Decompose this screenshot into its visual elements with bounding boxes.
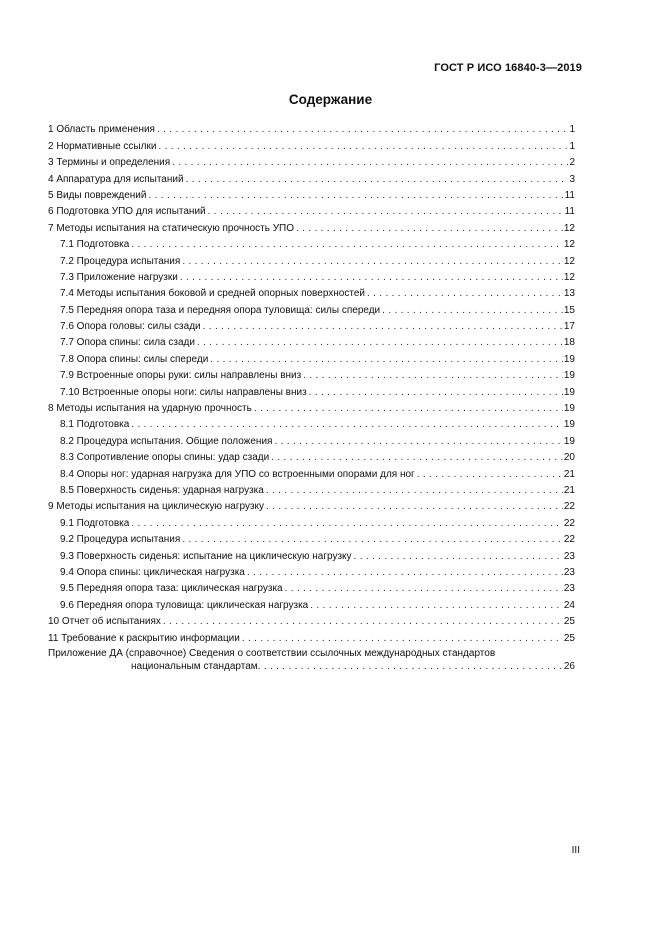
toc-entry-page: 19 (563, 403, 575, 415)
toc-entry[interactable] (48, 366, 575, 382)
toc-entry[interactable] (48, 251, 575, 267)
toc-entry-page: 19 (563, 353, 575, 365)
toc-entry-label: 1 Область применения (48, 124, 155, 136)
toc-entry-label: 5 Виды повреждений (48, 189, 147, 201)
toc-entry-page: 12 (563, 255, 575, 267)
toc-entry-label: 9.6 Передняя опора туловища: циклическая нагрузка (60, 599, 309, 611)
dot-leader (266, 501, 563, 513)
dot-leader (203, 321, 563, 333)
dot-leader (242, 633, 563, 645)
dot-leader (303, 370, 563, 382)
toc-entry[interactable] (48, 628, 575, 644)
toc-entry[interactable] (48, 382, 575, 398)
toc-entry-page: 19 (563, 386, 575, 398)
toc-entry-page: 1 (569, 140, 575, 152)
toc-entry-page: 19 (563, 419, 575, 431)
toc-entry-label: 8.5 Поверхность сиденья: ударная нагрузка (60, 484, 264, 496)
toc-entry[interactable] (48, 612, 575, 628)
toc-entry-label: 7.2 Процедура испытания (60, 255, 181, 267)
toc-entry-label: 9.1 Подготовка (60, 517, 130, 529)
toc-entry-page: 25 (563, 632, 575, 644)
toc-entry-page: 19 (563, 370, 575, 382)
toc-entry-label: 9.4 Опора спины: циклическая нагрузка (60, 566, 245, 578)
toc-entry-page: 21 (563, 484, 575, 496)
toc-entry-page: 23 (563, 583, 575, 595)
toc-entry-label: 8.1 Подготовка (60, 419, 130, 431)
toc-entry[interactable] (48, 563, 575, 579)
toc-entry-page: 12 (563, 271, 575, 283)
page-number: III (571, 845, 580, 856)
appendix-page-number: 26 (563, 660, 575, 672)
toc-entry-page: 1 (569, 124, 575, 136)
toc-entry[interactable] (48, 284, 575, 300)
dot-leader (163, 616, 563, 628)
dot-leader (254, 403, 563, 415)
toc-entry-label: 7.7 Опора спины: сила сзади (60, 337, 195, 349)
toc-entry-page: 20 (563, 452, 575, 464)
toc-entry-label: 8 Методы испытания на ударную прочность (48, 403, 252, 415)
toc-entry[interactable] (48, 317, 575, 333)
dot-leader (285, 583, 563, 595)
toc-entry-label: 3 Термины и определения (48, 157, 171, 169)
toc-entry-label: 7.6 Опора головы: силы сзади (60, 321, 201, 333)
dot-leader (417, 469, 563, 481)
table-of-contents (48, 120, 575, 673)
toc-entry-label: 7.4 Методы испытания боковой и средней опорных поверхностей (60, 288, 365, 300)
toc-entry-label: 7.1 Подготовка (60, 239, 130, 251)
toc-entry[interactable] (48, 120, 575, 136)
toc-entry[interactable] (48, 186, 575, 202)
toc-entry[interactable] (48, 153, 575, 169)
toc-entry-label: 10 Отчет об испытаниях (48, 616, 161, 628)
toc-entry[interactable] (48, 333, 575, 349)
toc-entry-page: 11 (564, 189, 575, 201)
toc-entry-page: 22 (563, 534, 575, 546)
toc-entry-label: 11 Требование к раскрытию информации (48, 632, 240, 644)
dot-leader (148, 190, 563, 202)
dot-leader (296, 223, 563, 235)
toc-entry-page: 18 (563, 337, 575, 349)
appendix-title-line1: Приложение ДА (справочное) Сведения о соответствии ссылочных международных стандартов (48, 647, 496, 659)
toc-entry[interactable] (48, 399, 575, 415)
page-header-standard-code: ГОСТ Р ИСО 16840-3—2019 (434, 62, 582, 74)
toc-entry-label: 7.8 Опора спины: силы спереди (60, 353, 209, 365)
toc-entry-page: 22 (563, 517, 575, 529)
dot-leader (367, 288, 563, 300)
toc-title: Содержание (288, 92, 373, 107)
toc-entry[interactable] (48, 136, 575, 152)
toc-entry[interactable] (48, 579, 575, 595)
dot-leader (208, 206, 564, 218)
toc-entry[interactable] (48, 497, 575, 513)
toc-entry[interactable] (48, 300, 575, 316)
toc-entry[interactable] (48, 235, 575, 251)
toc-entry[interactable] (48, 268, 575, 284)
toc-entry-page: 12 (563, 239, 575, 251)
toc-entry[interactable] (48, 349, 575, 365)
dot-leader (172, 157, 568, 169)
dot-leader (266, 485, 563, 497)
toc-entry-page: 11 (564, 206, 575, 218)
toc-entry-page: 2 (569, 157, 575, 169)
dot-leader (310, 600, 563, 612)
toc-entry[interactable] (48, 595, 575, 611)
toc-entry-label: 2 Нормативные ссылки (48, 140, 157, 152)
toc-entry[interactable] (48, 218, 575, 234)
toc-entry-label: 9.3 Поверхность сиденья: испытание на циклическую нагрузку (60, 550, 352, 562)
dot-leader (186, 174, 569, 186)
dot-leader (258, 660, 564, 673)
dot-leader (382, 305, 563, 317)
toc-entry[interactable] (48, 464, 575, 480)
toc-entry[interactable] (48, 513, 575, 529)
dot-leader (131, 518, 563, 530)
dot-leader (182, 256, 563, 268)
toc-entry-label: 6 Подготовка УПО для испытаний (48, 206, 206, 218)
toc-entry[interactable] (48, 169, 575, 185)
toc-entry-page: 22 (563, 501, 575, 513)
toc-entry-label: 8.3 Сопротивление опоры спины: удар сзади (60, 452, 270, 464)
dot-leader (210, 354, 563, 366)
toc-entry-page: 24 (563, 599, 575, 611)
dot-leader (180, 272, 563, 284)
toc-entry-page: 23 (563, 566, 575, 578)
dot-leader (309, 387, 563, 399)
toc-entry-label: 8.4 Опоры ног: ударная нагрузка для УПО со встроенными опорами для ног (60, 468, 415, 480)
toc-entry[interactable] (48, 481, 575, 497)
toc-entry-label: 9 Методы испытания на циклическую нагрузку (48, 501, 265, 513)
toc-entry-page: 21 (563, 468, 575, 480)
dot-leader (158, 141, 568, 153)
toc-entry[interactable] (48, 431, 575, 447)
toc-entry-page: 15 (563, 304, 575, 316)
dot-leader (247, 567, 563, 579)
toc-entry[interactable] (48, 202, 575, 218)
dot-leader (131, 419, 563, 431)
toc-entry[interactable] (48, 415, 575, 431)
toc-entry-page: 17 (563, 321, 575, 333)
toc-entry-page: 13 (563, 288, 575, 300)
toc-entry-label: 7.9 Встроенные опоры руки: силы направлены вниз (60, 370, 302, 382)
toc-entry-page: 23 (563, 550, 575, 562)
dot-leader (271, 452, 563, 464)
toc-entry-label: 8.2 Процедура испытания. Общие положения (60, 435, 273, 447)
dot-leader (182, 534, 563, 546)
dot-leader (354, 551, 563, 563)
dot-leader (197, 337, 563, 349)
toc-entry[interactable] (48, 530, 575, 546)
appendix-title-line2-row (48, 660, 575, 673)
toc-entry[interactable] (48, 546, 575, 562)
toc-entry-page: 3 (569, 173, 575, 185)
toc-entry[interactable] (48, 448, 575, 464)
toc-entry-label: 7.10 Встроенные опоры ноги: силы направлены вниз (60, 386, 307, 398)
toc-entry-label: 9.5 Передняя опора таза: циклическая нагрузка (60, 583, 283, 595)
toc-entry-label: 7.3 Приложение нагрузки (60, 271, 178, 283)
toc-entry-label: 7 Методы испытания на статическую прочность УПО (48, 222, 295, 234)
toc-entry-label: 7.5 Передняя опора таза и передняя опора туловища: силы спереди (60, 304, 381, 316)
dot-leader (157, 124, 568, 136)
dot-leader (131, 239, 563, 251)
toc-entry-appendix[interactable] (48, 647, 575, 673)
toc-entry-page: 12 (563, 222, 575, 234)
appendix-title-line2: национальным стандартам (131, 660, 258, 672)
toc-entry-label: 4 Аппаратура для испытаний (48, 173, 184, 185)
toc-entry-page: 25 (563, 616, 575, 628)
toc-entries (48, 120, 575, 645)
dot-leader (274, 436, 562, 448)
toc-entry-label: 9.2 Процедура испытания (60, 534, 181, 546)
toc-entry-page: 19 (563, 435, 575, 447)
